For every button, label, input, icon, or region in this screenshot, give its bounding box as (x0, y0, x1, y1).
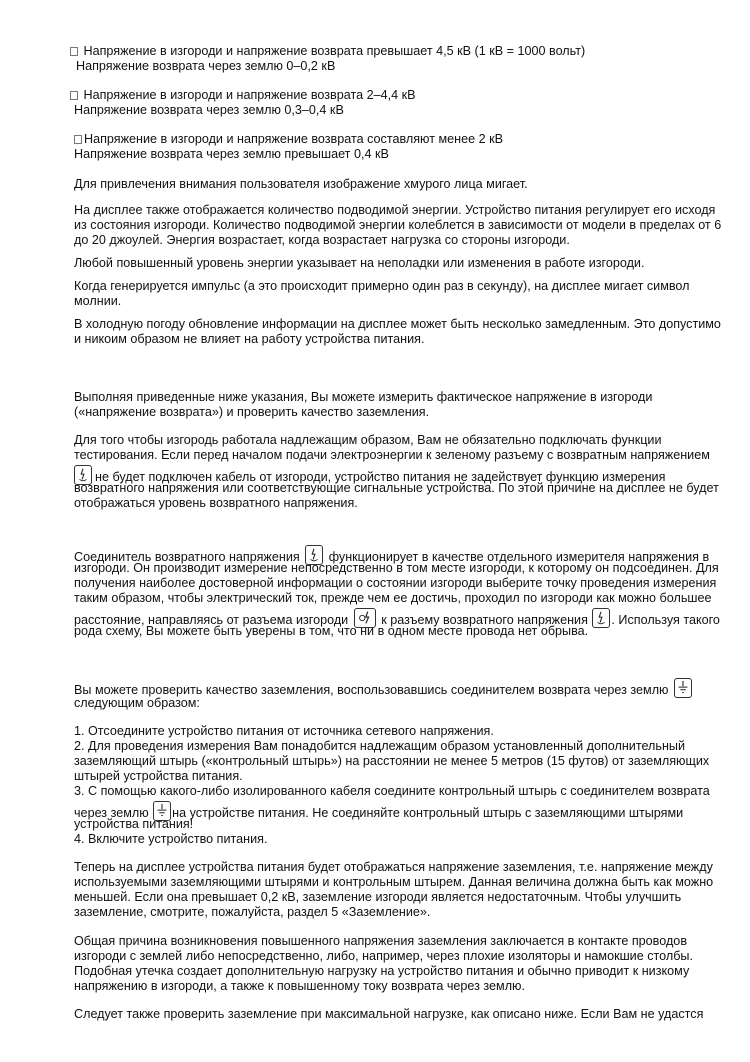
text-line: Когда генерируется импульс (а это происходит примерно один раз в секунду), на дисплее мигает символ (74, 279, 690, 293)
text-line: рода схему, Вы можете быть уверены в том, что ни в одном месте провода нет обрыва. (74, 624, 589, 638)
text-line: На дисплее также отображается количество подводимой энергии. Устройство питания регулирует его исходя (74, 203, 716, 217)
text-line: меньшей. Если она превышает 0,2 кВ, заземление изгороди является недостаточным. Чтобы улучшить (74, 890, 682, 904)
text-line: и никоим образом не влияет на работу устройства питания. (74, 332, 425, 346)
text-line: молнии. (74, 294, 122, 308)
text-line: используемыми заземляющими штырями и контрольным штырем. Данная величина должна быть как можно (74, 875, 714, 889)
text-line: получения наиболее достоверной информации о состоянии изгороди выберите точку проведения измерения (74, 576, 717, 590)
text-line: заземляющий штырь («контрольный штырь») на расстоянии не менее 5 метров (15 футов) от заземляющих (74, 754, 710, 768)
text-line: отображаться уровень возвратного напряжения. (74, 496, 358, 510)
return-voltage-connector-icon (592, 608, 610, 628)
text-line: Напряжение возврата через землю 0–0,2 кВ (76, 59, 336, 73)
text-line: штырей устройства питания. (74, 769, 243, 783)
text-line: из состояния изгороди. Количество подводимой энергии колеблется в зависимости от модели в пределах от 6 (74, 218, 722, 232)
text-line-with-icons: расстояние, направляясь от разъема изгороди к разъему возвратного напряжения . Используя такого (74, 608, 720, 628)
text-line: до 20 джоулей. Энергия возрастает, когда возрастает нагрузка со стороны изгороди. (74, 233, 570, 247)
text-line: таким образом, чтобы электрический ток, прежде чем ее достичь, проходил по изгороди как можно большее (74, 591, 712, 605)
list-item: 3. С помощью какого-либо изолированного кабеля соедините контрольный штырь с соединителем возврата (74, 784, 710, 798)
text-line: возвратного напряжения или соответствующие сигнальные устройства. По этой причине на дисплее не будет (74, 481, 719, 495)
text-line: («напряжение возврата») и проверить качество заземления. (74, 405, 430, 419)
earth-return-connector-icon (674, 678, 692, 698)
text-line: Общая причина возникновения повышенного напряжения заземления заключается в контакте проводов (74, 934, 688, 948)
text-line: устройства питания! (74, 817, 194, 831)
list-item: 4. Включите устройство питания. (74, 832, 268, 846)
text-line: тестирования. Если перед началом подачи электроэнергии к зеленому разъему с возвратным напряжением (74, 448, 710, 462)
status-line-high: Напряжение в изгороди и напряжение возврата превышает 4,5 кВ (1 кВ = 1000 вольт) (70, 44, 585, 58)
text-line: Для привлечения внимания пользователя изображение хмурого лица мигает. (74, 177, 528, 191)
text-line: Напряжение возврата через землю 0,3–0,4 кВ (74, 103, 344, 117)
text-line-with-icon: через землю на устройстве питания. Не соединяйте контрольный штырь с заземляющими штырями (74, 801, 683, 821)
list-item: 1. Отсоедините устройство питания от источника сетевого напряжения. (74, 724, 494, 738)
text-line: Любой повышенный уровень энергии указывает на неполадки или изменения в работе изгороди. (74, 256, 645, 270)
text-line: изгороди. Он производит измерение непосредственно в том месте изгороди, к которому он подсоединен. Для (74, 561, 719, 575)
text-line-with-icon: Вы можете проверить качество заземления, воспользовавшись соединителем возврата через землю (74, 678, 692, 698)
text-line: следующим образом: (74, 696, 200, 710)
text-line-with-icon: не будет подключен кабель от изгороди, устройство питания не задействует функцию измерения (74, 465, 665, 485)
text-line: Теперь на дисплее устройства питания будет отображаться напряжение заземления, т.е. напряжение между (74, 860, 713, 874)
text-line-with-icon: Соединитель возвратного напряжения функционирует в качестве отдельного измерителя напряжения в (74, 545, 709, 565)
text-line: изгороди с землей либо непосредственно, либо, например, через плохие изоляторы и намокшие столбы. (74, 949, 693, 963)
unknown-char-box-icon (70, 47, 78, 56)
text-line: заземление, смотрите, пожалуйста, раздел 5 «Заземление». (74, 905, 431, 919)
text-line: Следует также проверить заземление при максимальной нагрузке, как описано ниже. Если Вам не удастся (74, 1007, 704, 1021)
text-line: напряжению в изгороди, а также к повышенному току возврата через землю. (74, 979, 525, 993)
text-line: Подобная утечка создает дополнительную нагрузку на устройство питания и обычно приводит к низкому (74, 964, 690, 978)
unknown-char-box-icon (70, 91, 78, 100)
unknown-char-box-icon (74, 135, 82, 144)
text-line: Выполняя приведенные ниже указания, Вы можете измерить фактическое напряжение в изгороди (74, 390, 653, 404)
text-line: Напряжение возврата через землю превышает 0,4 кВ (74, 147, 389, 161)
list-item: 2. Для проведения измерения Вам понадобится надлежащим образом установленный дополнительный (74, 739, 686, 753)
status-line-low: Напряжение в изгороди и напряжение возврата составляют менее 2 кВ (74, 132, 503, 146)
text-line: Для того чтобы изгородь работала надлежащим образом, Вам не обязательно подключать функции (74, 433, 662, 447)
text-line: В холодную погоду обновление информации на дисплее может быть несколько замедленным. Это допустимо (74, 317, 721, 331)
status-line-mid: Напряжение в изгороди и напряжение возврата 2–4,4 кВ (70, 88, 416, 102)
